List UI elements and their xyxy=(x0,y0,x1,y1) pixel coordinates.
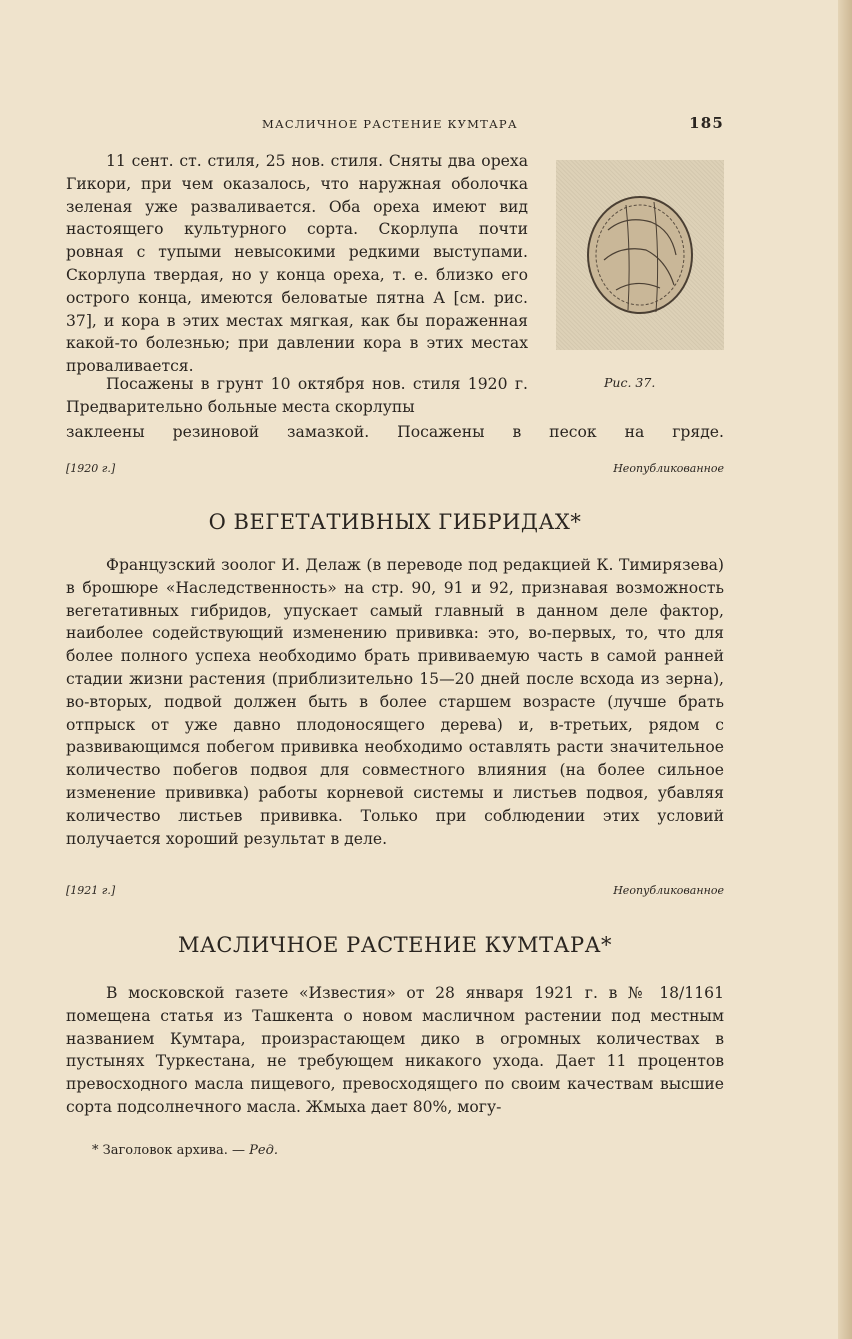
section2-title: О ВЕГЕТАТИВНЫХ ГИБРИДАХ* xyxy=(208,510,582,534)
section2-status: Неопубликованное xyxy=(613,884,724,897)
planting-paragraph-end: заклеены резиновой замазкой. Посажены в песок на гряде. xyxy=(66,423,724,441)
page-edge xyxy=(838,0,852,1339)
planting-paragraph: Посажены в грунт 10 октября нов. стиля 1920 г. Предварительно больные места скорлупы xyxy=(66,375,528,416)
figure-hickory-nut xyxy=(556,160,724,350)
section2-meta xyxy=(66,884,724,900)
page-number: 185 xyxy=(689,114,724,132)
hickory-paragraph: 11 сент. ст. стиля, 25 нов. стиля. Сняты два ореха Гикори, при чем оказалось, что наружная оболочка зеленая уже разваливается. Оба ореха имеют вид настоящего культурного сорта. Скорлупа почти ровная с тупыми невысокими редкими выступами. Скорлупа твердая, но у конца ореха, т. е. близко его острого конца, имеются беловатые пятна А [см. рис. 37], и кора в этих местах мягкая, как бы пораженная какой-то болезнью; при давлении кора в этих местах проваливается. xyxy=(66,152,528,376)
footnote xyxy=(92,1143,278,1158)
running-title: МАСЛИЧНОЕ РАСТЕНИЕ КУМТАРА xyxy=(262,117,518,131)
section3-body: В московской газете «Известия» от 28 января 1921 г. в № 18/1161 помещена статья из Ташкента о новом масличном растении под местным названием Кумтара, произрастающем дико в огромных количествах в пустынях Туркестана, не требующем никакого ухода. Дает 11 процентов превосходного масла пищевого, превосходящего по своим качествам высшие сорта подсолнечного масла. Жмыха дает 80%, могу- xyxy=(66,984,724,1116)
footnote-editor: Ред. xyxy=(249,1143,278,1158)
section1-meta xyxy=(66,462,724,478)
nut-illustration-icon xyxy=(556,160,724,350)
running-header xyxy=(66,114,724,134)
section2-date: [1921 г.] xyxy=(66,884,116,897)
section1-date: [1920 г.] xyxy=(66,462,116,475)
section2-body: Французский зоолог И. Делаж (в переводе под редакцией К. Тимирязева) в брошюре «Наследственность» на стр. 90, 91 и 92, признавая возможность вегетативных гибридов, упускает самый главный в данном деле фактор, наиболее содействующий изменению прививка: это, во-первых, то, что для более полного успеха необходимо брать прививаемую часть в самой ранней стадии жизни растения (приблизительно 15—20 дней после всхода из зерна), во-вторых, подвой должен быть в более старшем возрасте (лучше брать отпрыск от уже давно плодоносящего дерева) и, в-третьих, рядом с развивающимся побегом прививка необходимо оставлять расти значительное количество побегов подвоя для совместного влияния (на более сильное изменение прививка) работы корневой системы и листьев подвоя, убавляя количество листьев прививка. Только при соблюдении этих условий получается хороший результат в деле. xyxy=(66,556,724,848)
section1-status: Неопубликованное xyxy=(613,462,724,475)
figure-caption: Рис. 37. xyxy=(604,375,656,390)
footnote-text: * Заголовок архива. — xyxy=(92,1143,250,1158)
section3-title: МАСЛИЧНОЕ РАСТЕНИЕ КУМТАРА* xyxy=(177,933,613,957)
